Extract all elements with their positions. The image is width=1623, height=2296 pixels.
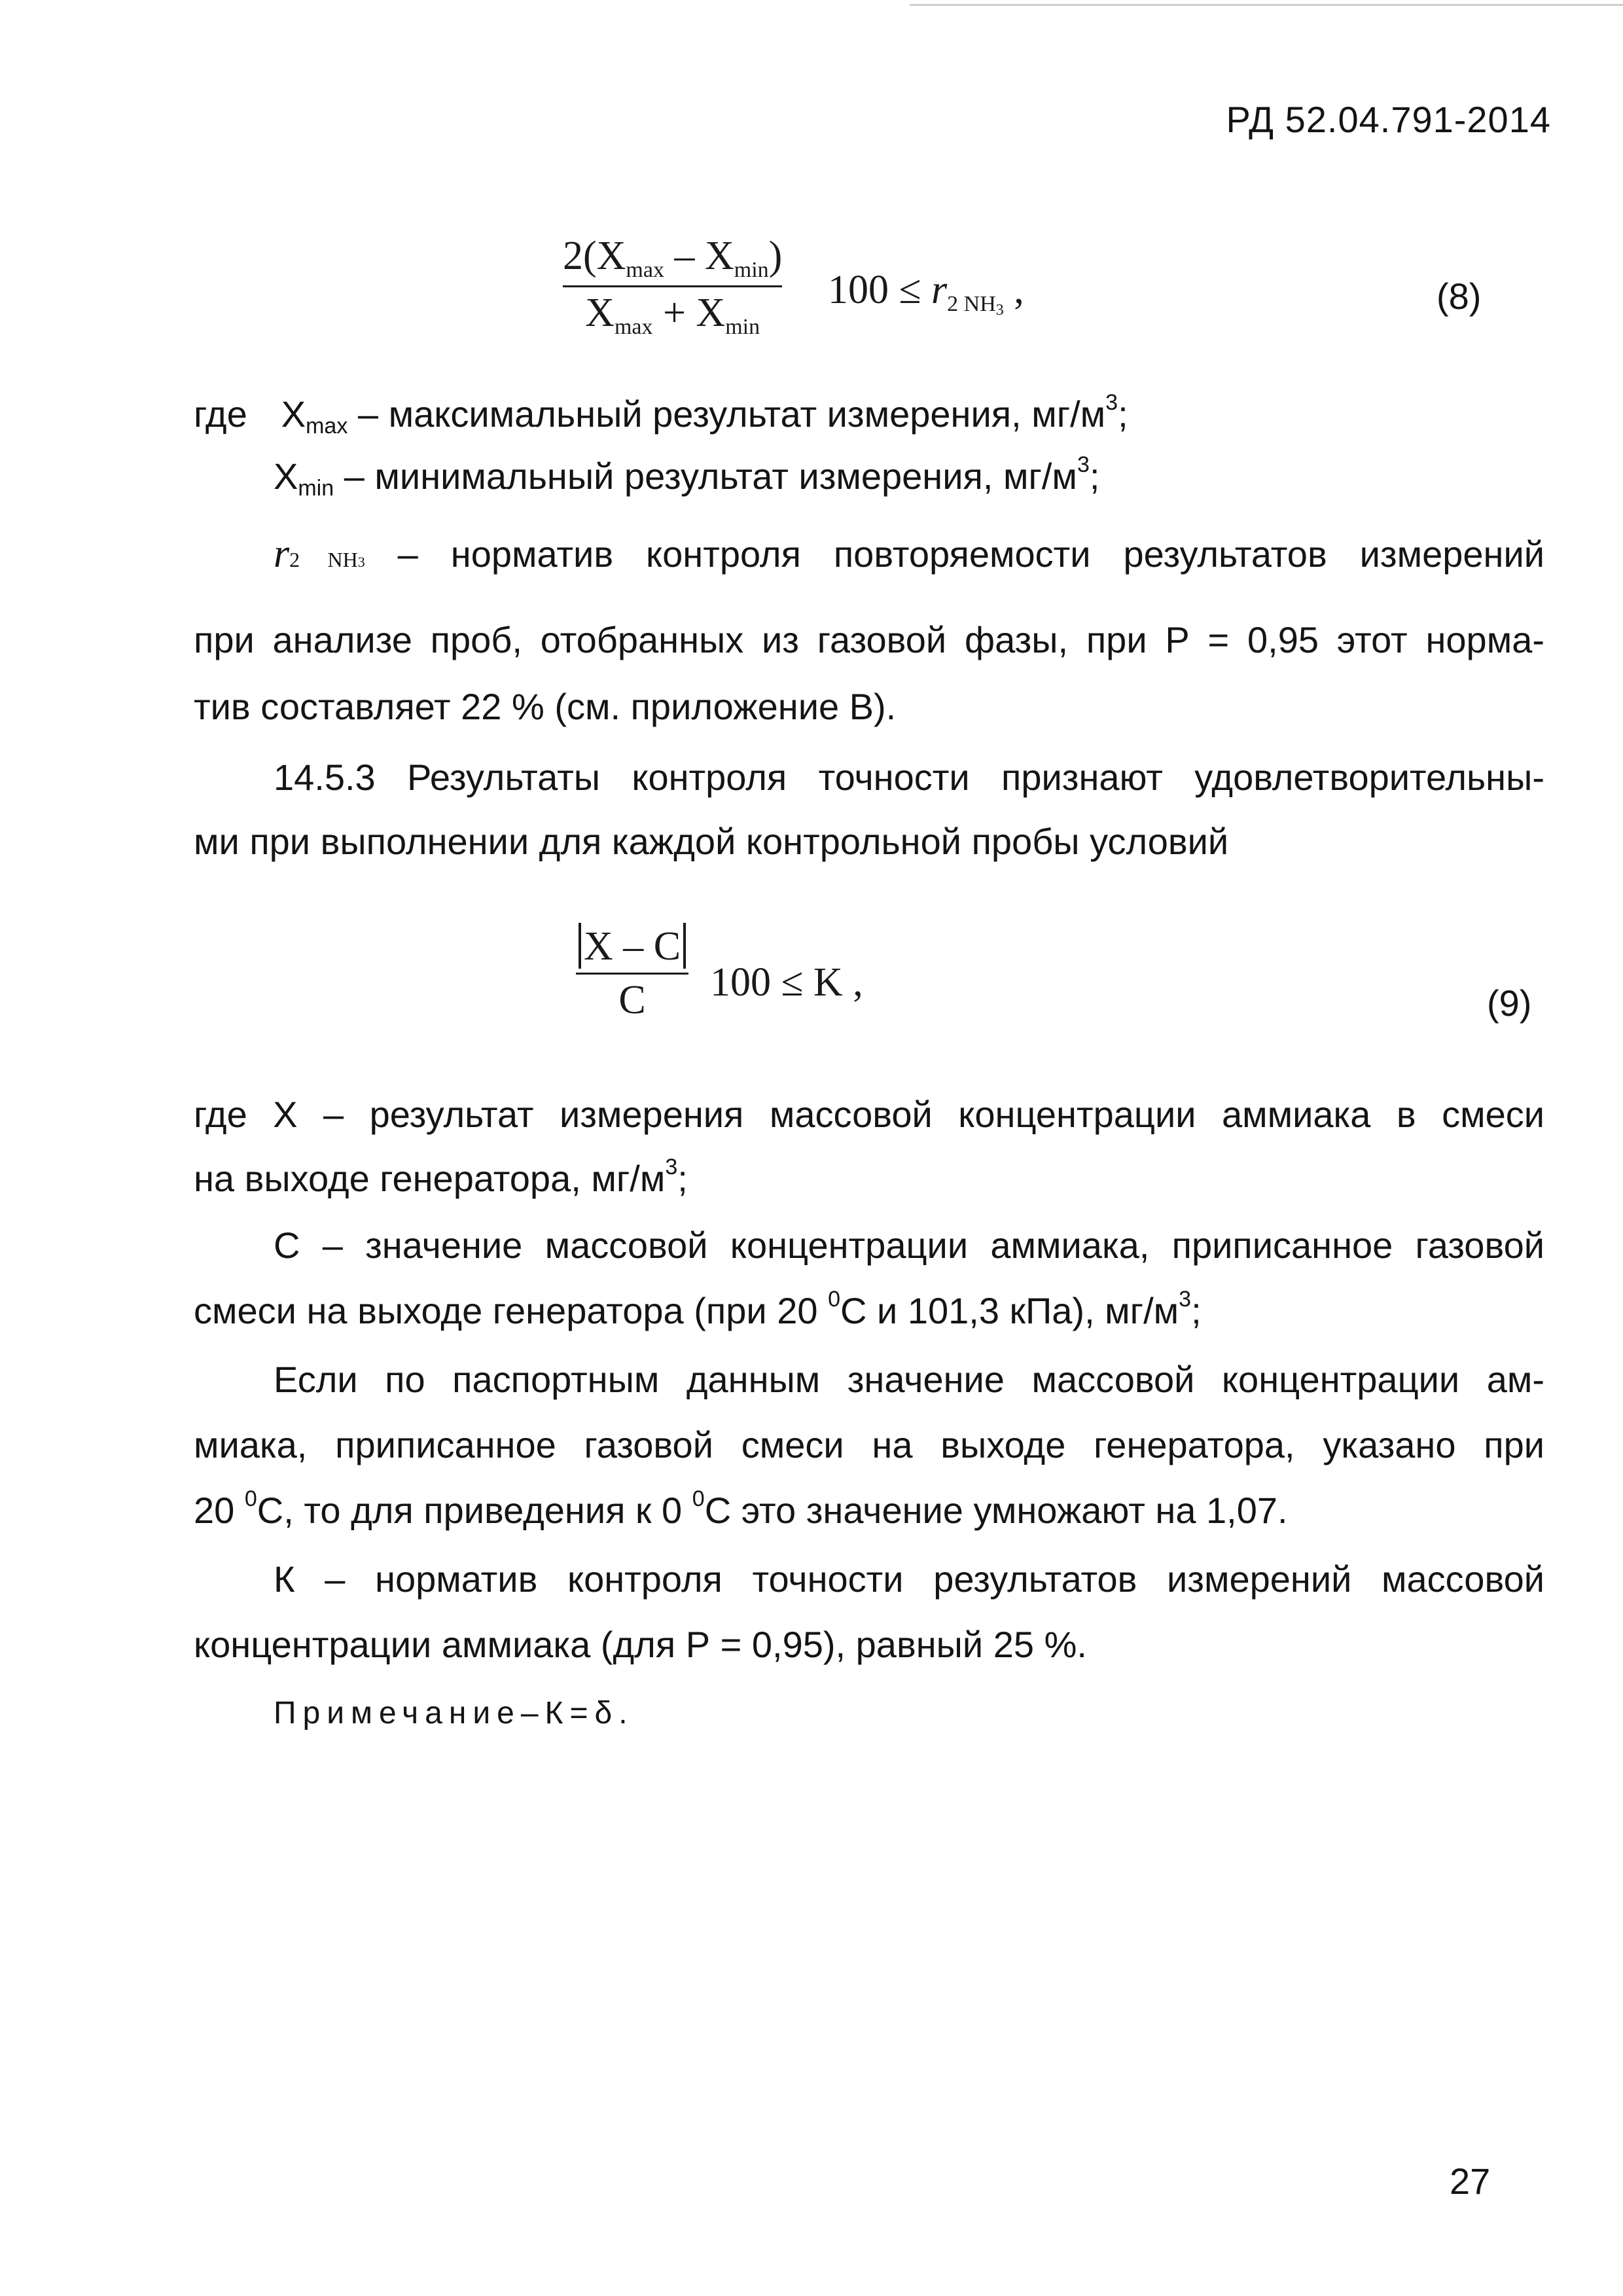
definition-k-line-1: К – норматив контроля точности результатов измерений массовой [274, 1558, 1544, 1600]
section-14-5-3-line-1: 14.5.3 Результаты контроля точности признают удовлетворительны- [274, 757, 1544, 798]
passport-line-3: 20 $^0$С, то для приведения к 0 $^0$С это значение умножают на 1,07. [194, 1486, 1288, 1531]
document-code: РД 52.04.791-2014 [1226, 99, 1551, 140]
definition-x-line-1: где X – результат измерения массовой концентрации аммиака в смеси [194, 1094, 1544, 1135]
abs-bar-left [579, 923, 581, 969]
formula-8-numerator: 2(Xmax – Xmin) [563, 234, 783, 282]
definition-r2-nh3: r2 NH3 – норматив контроля повторяемости результатов измерений [274, 531, 1545, 576]
passport-line-1: Если по паспортным данным значение массовой концентрации ам- [274, 1359, 1544, 1400]
formula-9-fraction-bar [576, 973, 688, 975]
note: Примечание–К=δ. [274, 1696, 634, 1731]
top-rule [910, 4, 1623, 6]
page-number: 27 [1450, 2161, 1491, 2202]
formula-8-fraction-bar [563, 285, 782, 287]
formula-9 [576, 923, 942, 1047]
formula-9-fraction [576, 923, 688, 1020]
abs-bar-right [683, 923, 686, 969]
formula-8-denominator: Xmax + Xmin [585, 291, 760, 339]
formula-8-fraction [563, 236, 782, 338]
equation-number-8: (8) [1436, 276, 1482, 317]
section-14-5-3-line-2: ми при выполнении для каждой контрольной пробы условий [194, 821, 1229, 862]
definition-k-line-2: концентрации аммиака (для Р = 0,95), равный 25 %. [194, 1624, 1087, 1665]
formula-9-numerator: X – C [576, 923, 688, 969]
formula-8 [563, 236, 1086, 347]
definition-c-line-1: С – значение массовой концентрации аммиака, приписанное газовой [274, 1225, 1544, 1266]
definition-x-line-2: на выходе генератора, $мг/м^3$; [194, 1155, 688, 1199]
definition-r2-line-3: тив составляет 22 % (см. приложение В). [194, 686, 897, 727]
definition-r2-line-2: при анализе проб, отобранных из газовой фазы, при Р = 0,95 этот норма- [194, 619, 1544, 660]
definition-c-line-2: смеси на выходе генератора (при 20 $^0$С и 101,3 кПа), $мг/м^3$; [194, 1287, 1202, 1331]
equation-number-9: (9) [1487, 982, 1532, 1024]
formula-9-right-side: 100 ≤ K , [710, 960, 863, 1005]
definition-xmax: где $X_{max}$ – максимальный результат измерения, $мг/м^3$; [194, 390, 1128, 439]
formula-9-denominator: C [618, 978, 646, 1022]
formula-8-right-side: 100 ≤ r2 $NH_3$ , [828, 268, 1024, 319]
passport-line-2: миака, приписанное газовой смеси на выходе генератора, указано при [194, 1424, 1544, 1465]
definition-xmin: $X_{min}$ – минимальный результат измерения, $мг/м^3$; [274, 452, 1100, 501]
